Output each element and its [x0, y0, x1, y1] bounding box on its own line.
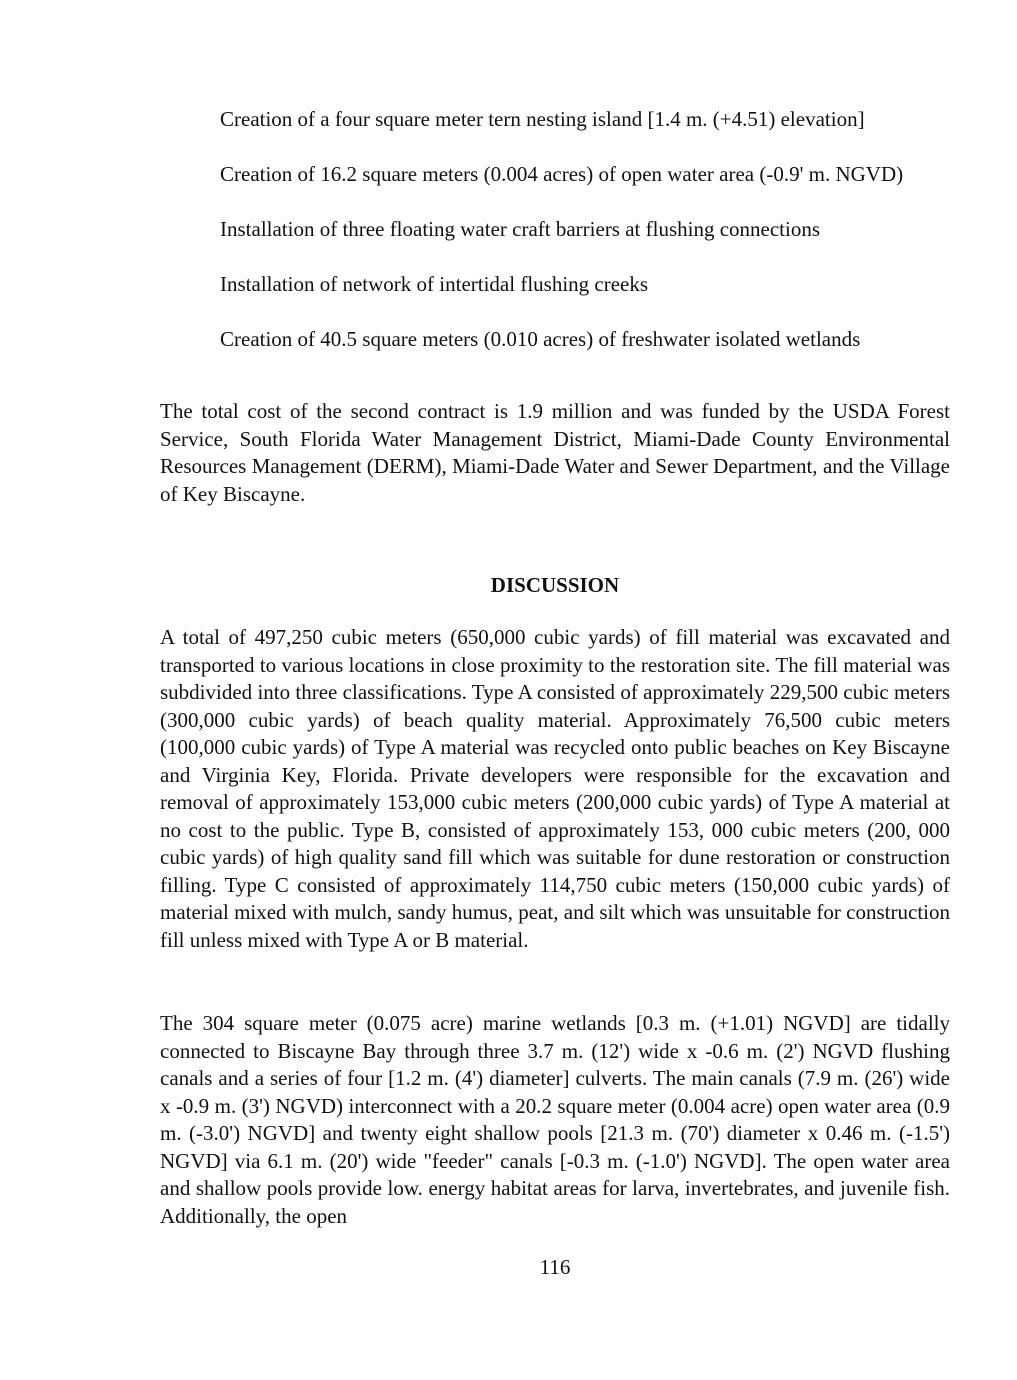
discussion-paragraph: A total of 497,250 cubic meters (650,000 cubic yards) of fill material was excavated and transported to various locations in close proximity to the restoration site. The fill material was subdivided into three classifications. Type A consisted of approximately 229,500 cubic meters (300,000 cubic yards) of beach quality material. Approximately 76,500 cubic meters (100,000 cubic yards) of Type A material was recycled onto public beaches on Key Biscayne and Virginia Key, Florida. Private developers were responsible for the excavation and removal of approximately 153,000 cubic meters (200,000 cubic yards) of Type A material at no cost to the public. Type B, consisted of approximately 153, 000 cubic meters (200, 000 cubic yards) of high quality sand fill which was suitable for dune restoration or construction filling. Type C consisted of approximately 114,750 cubic meters (150,000 cubic yards) of material mixed with mulch, sandy humus, peat, and silt which was unsuitable for construction fill unless mixed with Type A or B material.: [160, 625, 950, 952]
contract-cost-paragraph: The total cost of the second contract is 1.9 million and was funded by the USDA Forest Service, South Florida Water Management District, Miami-Dade County Environmental Resources Management (DERM), Miami-Dade Water and Sewer Department, and the Village of Key Biscayne.: [160, 399, 950, 506]
wetlands-paragraph: The 304 square meter (0.075 acre) marine wetlands [0.3 m. (+1.01) NGVD] are tidally connected to Biscayne Bay through three 3.7 m. (12') wide x -0.6 m. (2') NGVD flushing canals and a series of four [1.2 m. (4') diameter] culverts. The main canals (7.9 m. (26') wide x -0.9 m. (3') NGVD) interconnect with a 20.2 square meter (0.004 acre) open water area (0.9 m. (-3.0') NGVD] and twenty eight shallow pools [21.3 m. (70') diameter x 0.46 m. (-1.5') NGVD] via 6.1 m. (20') wide "feeder" canals [-0.3 m. (-1.0') NGVD]. The open water area and shallow pools provide low. energy habitat areas for larva, invertebrates, and juvenile fish. Additionally, the open: [160, 1011, 950, 1228]
list-item: Creation of a four square meter tern nesting island [1.4 m. (+4.51) elevation]: [220, 107, 865, 131]
list-item: Creation of 16.2 square meters (0.004 acres) of open water area (-0.9' m. NGVD): [220, 162, 904, 186]
project-items-list: [220, 104, 950, 379]
section-heading: DISCUSSION: [490, 573, 620, 597]
list-item: Installation of three floating water craft barriers at flushing connections: [220, 217, 821, 241]
list-item: Creation of 40.5 square meters (0.010 acres) of freshwater isolated wetlands: [220, 327, 861, 351]
list-item: Installation of network of intertidal flushing creeks: [220, 272, 649, 296]
page-number: 116: [539, 1255, 571, 1279]
